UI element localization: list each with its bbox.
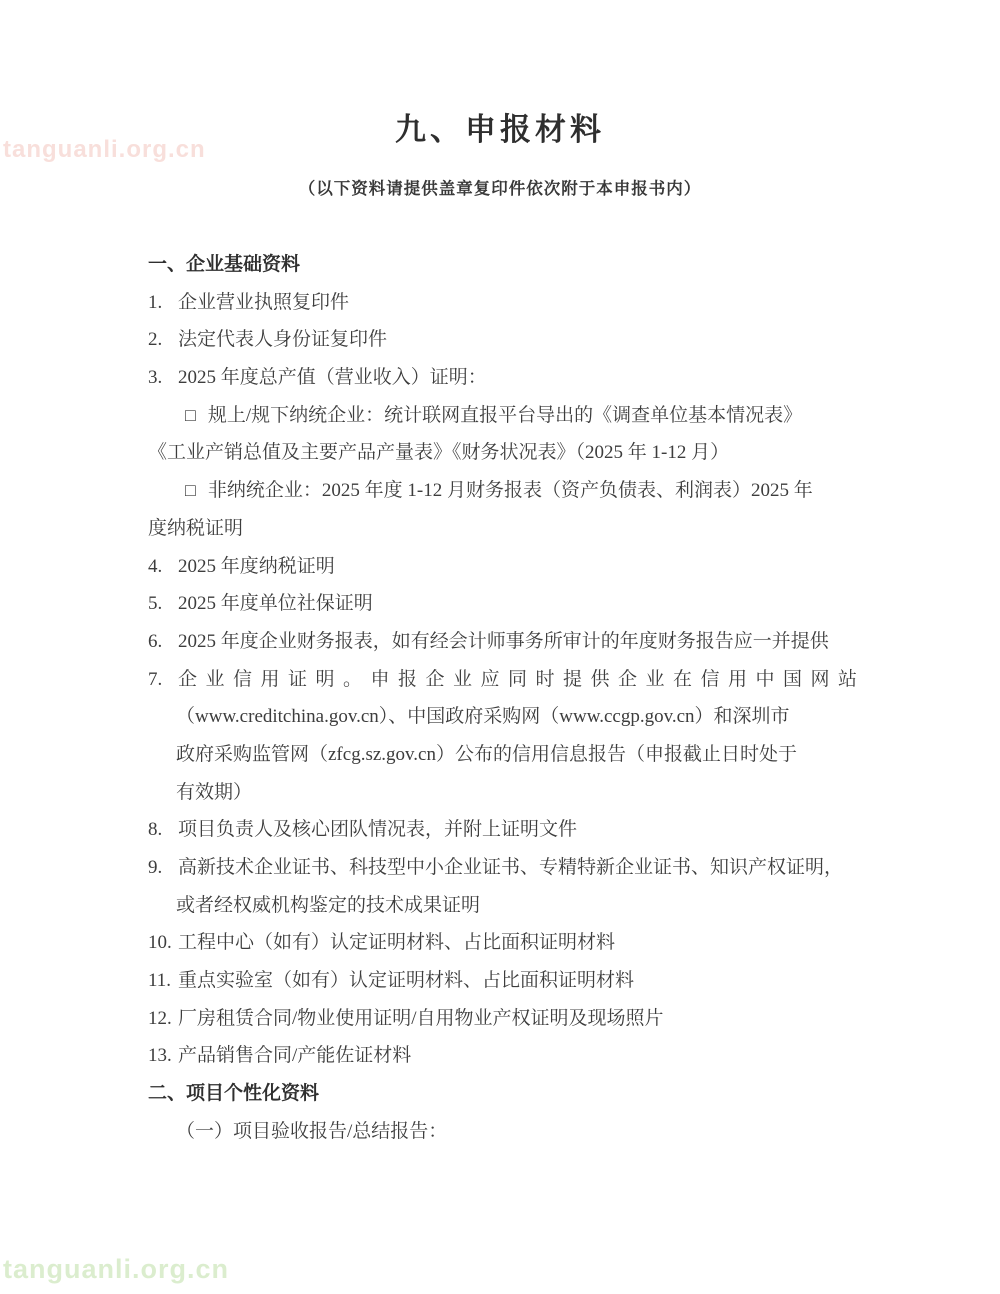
checkbox-text: 非纳统企业：2025 年度 1-12 月财务报表（资产负债表、利润表）2025 年 bbox=[207, 480, 813, 502]
item-number: 8. bbox=[148, 819, 163, 841]
watermark-bottom-left: tanguanli.org.cn bbox=[3, 1254, 230, 1284]
list-item-7-continuation: （www.creditchina.gov.cn）、中国政府采购网（www.ccgp.gov.cn）和深圳市 bbox=[176, 706, 790, 728]
list-item-12 bbox=[148, 1000, 857, 1038]
item-text: 企业营业执照复印件 bbox=[178, 291, 350, 313]
list-item-3 bbox=[148, 359, 857, 397]
list-item-11 bbox=[148, 962, 857, 1000]
list-item-5 bbox=[148, 585, 857, 623]
item-text: 厂房租赁合同/物业使用证明/自用物业产权证明及现场照片 bbox=[178, 1007, 664, 1029]
item-text: 产品销售合同/产能佐证材料 bbox=[178, 1045, 412, 1067]
document-body bbox=[0, 246, 1000, 1151]
item-text: 法定代表人身份证复印件 bbox=[178, 329, 388, 351]
checkbox-icon: □ bbox=[185, 480, 196, 501]
item-text: 高新技术企业证书、科技型中小企业证书、专精特新企业证书、知识产权证明， bbox=[178, 857, 844, 878]
checkbox-line-statistical bbox=[148, 397, 857, 435]
checkbox-text: 规上/规下纳统企业：统计联网直报平台导出的《调查单位基本情况表》 bbox=[207, 404, 803, 426]
list-item-8 bbox=[148, 811, 857, 849]
item-number: 5. bbox=[148, 593, 163, 615]
item-number: 10. bbox=[148, 932, 172, 954]
list-item-7-continuation: 政府采购监管网（zfcg.sz.gov.cn）公布的信用信息报告（申报截止日时处于 bbox=[176, 743, 797, 765]
list-item-2 bbox=[148, 321, 857, 359]
checkbox-icon: □ bbox=[185, 404, 196, 425]
item-text: 重点实验室（如有）认定证明材料、占比面积证明材料 bbox=[178, 970, 635, 992]
checkbox-line-non-statistical bbox=[148, 472, 857, 510]
page-title: 九、申报材料 bbox=[395, 112, 605, 147]
list-item-6 bbox=[148, 623, 857, 661]
item-number: 2. bbox=[148, 329, 163, 351]
item-number: 4. bbox=[148, 555, 163, 577]
item-number: 13. bbox=[148, 1045, 172, 1067]
item-number: 3. bbox=[148, 367, 163, 389]
item-number: 9. bbox=[148, 857, 163, 878]
item-number: 7. bbox=[148, 668, 163, 690]
item-text: 2025 年度单位社保证明 bbox=[178, 593, 373, 615]
list-item-9-continuation: 或者经权威机构鉴定的技术成果证明 bbox=[176, 894, 481, 916]
list-item-4 bbox=[148, 548, 857, 586]
page-subtitle: （以下资料请提供盖章复印件依次附于本申报书内） bbox=[298, 179, 702, 198]
watermark-top-left: tanguanli.org.cn bbox=[3, 136, 206, 163]
list-item-3-continuation: 《工业产销总值及主要产品产量表》《财务状况表》（2025 年 1-12 月） bbox=[148, 442, 730, 464]
subsection-acceptance-report: （一）项目验收报告/总结报告： bbox=[176, 1120, 448, 1142]
list-item-13 bbox=[148, 1037, 857, 1075]
section-heading-basic-materials: 一、企业基础资料 bbox=[148, 254, 301, 275]
item-text: 2025 年度总产值（营业收入）证明： bbox=[178, 367, 487, 389]
list-item-7 bbox=[148, 661, 857, 699]
list-item-10 bbox=[148, 924, 857, 962]
item-number: 1. bbox=[148, 291, 163, 313]
item-text: 项目负责人及核心团队情况表，并附上证明文件 bbox=[178, 819, 578, 841]
list-item-9 bbox=[148, 849, 857, 887]
item-number: 11. bbox=[148, 970, 172, 992]
item-number: 6. bbox=[148, 630, 163, 652]
item-number: 12. bbox=[148, 1007, 172, 1029]
checkbox-line-continuation: 度纳税证明 bbox=[148, 517, 244, 539]
list-item-7-continuation: 有效期） bbox=[176, 781, 253, 803]
section-heading-project-materials: 二、项目个性化资料 bbox=[148, 1083, 320, 1105]
list-item-1 bbox=[148, 284, 857, 322]
item-text: 2025 年度企业财务报表，如有经会计师事务所审计的年度财务报告应一并提供 bbox=[178, 630, 829, 652]
item-text: 工程中心（如有）认定证明材料、占比面积证明材料 bbox=[178, 932, 616, 954]
item-text: 企业信用证明。申报企业应同时提供企业在信用中国网站 bbox=[178, 668, 857, 690]
item-text: 2025 年度纳税证明 bbox=[178, 555, 335, 577]
